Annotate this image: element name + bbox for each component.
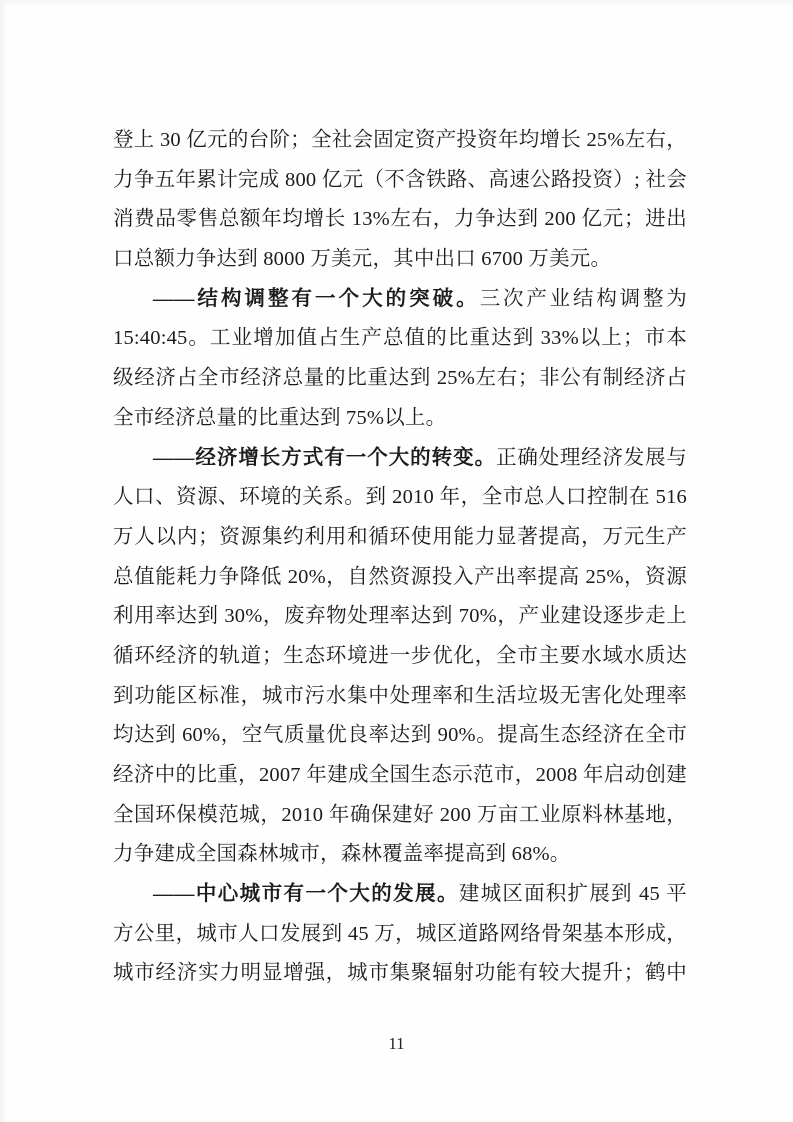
text-line [113, 716, 687, 756]
line-text: 消费品零售总额年均增长 13%左右，力争达到 200 亿元；进出 [113, 208, 687, 231]
text-line [113, 280, 687, 320]
line-text: 万人以内；资源集约利用和循环使用能力显著提高，万元生产 [113, 525, 687, 548]
line-text: 经济中的比重，2007 年建成全国生态示范市，2008 年启动创建 [113, 764, 687, 786]
line-text: 到功能区标准，城市污水集中处理率和生活垃圾无害化处理率 [113, 684, 687, 707]
line-text: 级经济占全市经济总量的比重达到 25%左右；非公有制经济占 [113, 367, 687, 390]
text-line [113, 319, 687, 359]
line-text: 均达到 60%，空气质量优良率达到 90%。提高生态经济在全市 [113, 724, 687, 747]
line-text: 建城区面积扩展到 45 平 [458, 883, 687, 906]
text-line [113, 161, 687, 201]
line-text: 三次产业结构调整为 [479, 287, 687, 310]
text-line [113, 677, 687, 717]
paragraph-lead-bold: ——中心城市有一个大的发展。 [153, 883, 459, 906]
text-line [113, 121, 687, 161]
text-line [113, 359, 687, 399]
line-text: 利用率达到 30%，废弃物处理率达到 70%，产业建设逐步走上 [113, 605, 687, 628]
text-line [113, 756, 687, 796]
paragraph-central-city [113, 875, 687, 994]
paragraph-lead-bold: ——经济增长方式有一个大的转变。 [153, 446, 497, 469]
text-line [113, 478, 687, 518]
paragraph-growth-mode [113, 439, 687, 876]
line-text: 力争建成全国森林城市，森林覆盖率提高到 68%。 [113, 843, 571, 866]
line-text: 全市经济总量的比重达到 75%以上。 [113, 406, 447, 429]
text-line [113, 518, 687, 558]
text-line [113, 796, 687, 836]
paragraph-structure-adjustment [113, 280, 687, 439]
line-text: 城市经济实力明显增强，城市集聚辐射功能有较大提升；鹤中 [113, 962, 687, 985]
line-text: 循环经济的轨道；生态环境进一步优化，全市主要水域水质达 [113, 644, 687, 667]
text-line [113, 954, 687, 994]
document-body [113, 121, 687, 994]
line-text: 15:40:45。工业增加值占生产总值的比重达到 33%以上；市本 [113, 327, 687, 350]
paragraph-lead-bold: ——结构调整有一个大的突破。 [153, 287, 480, 310]
page-number: 11 [388, 1034, 405, 1053]
line-text: 全国环保模范城，2010 年确保建好 200 万亩工业原料林基地， [113, 803, 687, 826]
line-text: 方公里，城市人口发展到 45 万，城区道路网络骨架基本形成， [113, 922, 687, 945]
text-line [113, 439, 687, 479]
line-text: 力争五年累计完成 800 亿元（不含铁路、高速公路投资）; 社会 [113, 168, 687, 191]
line-text: 口总额力争达到 8000 万美元，其中出口 6700 万美元。 [113, 248, 612, 271]
line-text: 总值能耗力争降低 20%，自然资源投入产出率提高 25%，资源 [113, 565, 687, 588]
text-line [113, 558, 687, 598]
text-line [113, 835, 687, 875]
text-line [113, 875, 687, 915]
text-line [113, 915, 687, 955]
text-line [113, 240, 687, 280]
text-line [113, 597, 687, 637]
line-text: 登上 30 亿元的台阶；全社会固定资产投资年均增长 25%左右， [113, 129, 687, 151]
line-text: 人口、资源、环境的关系。到 2010 年，全市总人口控制在 516 [113, 486, 687, 509]
text-line [113, 637, 687, 677]
paragraph-continuation [113, 121, 687, 280]
text-line [113, 200, 687, 240]
line-text: 正确处理经济发展与 [496, 446, 687, 469]
text-line [113, 399, 687, 439]
